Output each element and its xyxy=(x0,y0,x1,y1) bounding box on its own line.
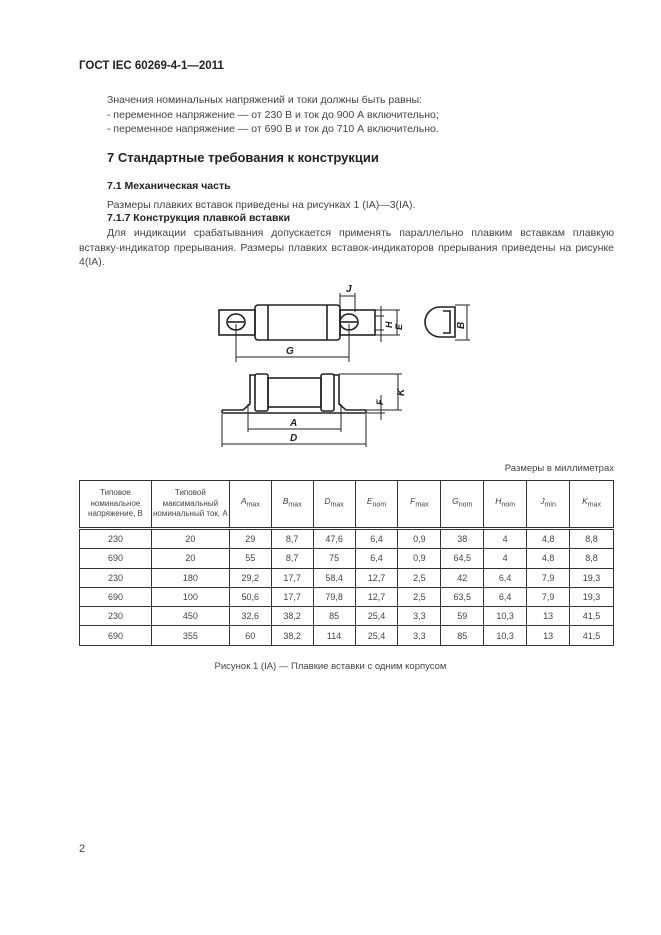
header-h-nom: $H_{nom}$ xyxy=(484,481,527,529)
header-e-nom: $E_{nom}$ xyxy=(355,481,398,529)
intro-paragraph xyxy=(107,93,439,137)
intro-line: Значения номинальных напряжений и токи должны быть равны: xyxy=(107,94,422,106)
subsection-title: 7.1 Механическая часть xyxy=(107,180,231,192)
subsection-text: Размеры плавких вставок приведены на рисунках 1 (IA)—3(IA). xyxy=(107,199,416,211)
page-number: 2 xyxy=(79,843,86,855)
table-cell: 2,5 xyxy=(398,568,441,587)
table-cell: 10,3 xyxy=(484,626,527,645)
table-cell: 4,8 xyxy=(527,529,570,549)
table-cell: 13 xyxy=(527,626,570,645)
table-cell: 230 xyxy=(80,568,152,587)
intro-line: - переменное напряжение — от 230 В и ток до 900 А включительно; xyxy=(107,108,439,121)
table-cell: 6,4 xyxy=(355,529,398,549)
table-row xyxy=(80,626,614,645)
table-cell: 2,5 xyxy=(398,587,441,606)
table-cell: 3,3 xyxy=(398,607,441,626)
table-cell: 6,4 xyxy=(484,587,527,606)
table-cell: 47,6 xyxy=(313,529,355,549)
table-cell: 19,3 xyxy=(570,587,614,606)
header-a-max: $A_{max}$ xyxy=(229,481,271,529)
dim-label-h: H xyxy=(384,321,394,328)
table-cell: 4 xyxy=(484,549,527,568)
dimensions-table xyxy=(79,480,614,646)
table-cell: 75 xyxy=(313,549,355,568)
table-cell: 100 xyxy=(151,587,229,606)
table-cell: 17,7 xyxy=(271,587,313,606)
table-cell: 3,3 xyxy=(398,626,441,645)
header-j-min: $J_{min}$ xyxy=(527,481,570,529)
table-cell: 12,7 xyxy=(355,568,398,587)
clause-title: 7.1.7 Конструкция плавкой вставки xyxy=(107,212,291,224)
table-cell: 690 xyxy=(80,587,152,606)
table-cell: 12,7 xyxy=(355,587,398,606)
header-f-max: $F_{max}$ xyxy=(398,481,441,529)
dim-label-e: E xyxy=(394,323,404,330)
dim-label-a: A xyxy=(290,418,298,429)
table-cell: 0,9 xyxy=(398,529,441,549)
table-cell: 85 xyxy=(313,607,355,626)
table-cell: 7,9 xyxy=(527,587,570,606)
table-cell: 60 xyxy=(229,626,271,645)
intro-line: - переменное напряжение — от 690 В и ток до 710 А включительно. xyxy=(107,123,439,135)
table-cell: 8,7 xyxy=(271,549,313,568)
table-cell: 20 xyxy=(151,549,229,568)
clause-text: Для индикации срабатывания допускается применять параллельно плавким вставкам плавкую вставку-индикатор прерывания. Размеры плавких вставок-индикаторов прерывания приведены на рисунке 4(IA). xyxy=(79,227,614,268)
table-cell: 690 xyxy=(80,549,152,568)
table-cell: 25,4 xyxy=(355,607,398,626)
table-row xyxy=(80,549,614,568)
dim-label-j: J xyxy=(346,284,352,295)
table-cell: 450 xyxy=(151,607,229,626)
table-cell: 114 xyxy=(313,626,355,645)
table-row xyxy=(80,568,614,587)
header-voltage: Типовое номинальное напряжение, В xyxy=(80,481,152,529)
table-cell: 7,9 xyxy=(527,568,570,587)
table-cell: 38,2 xyxy=(271,626,313,645)
table-cell: 10,3 xyxy=(484,607,527,626)
table-header-row xyxy=(80,481,614,529)
table-cell: 41,5 xyxy=(570,626,614,645)
figure-caption: Рисунок 1 (IA) — Плавкие вставки с одним корпусом xyxy=(214,661,447,672)
table-cell: 64,5 xyxy=(441,549,484,568)
table-cell: 4 xyxy=(484,529,527,549)
document-header: ГОСТ IEC 60269-4-1—2011 xyxy=(79,60,224,72)
table-cell: 38 xyxy=(441,529,484,549)
table-cell: 32,6 xyxy=(229,607,271,626)
table-cell: 230 xyxy=(80,607,152,626)
table-row xyxy=(80,529,614,549)
table-cell: 17,7 xyxy=(271,568,313,587)
header-current: Типовой максимальный номинальный ток, А xyxy=(151,481,229,529)
header-g-nom: $G_{nom}$ xyxy=(441,481,484,529)
dim-label-k: K xyxy=(396,388,407,396)
table-cell: 29 xyxy=(229,529,271,549)
table-cell: 4,8 xyxy=(527,549,570,568)
table-cell: 59 xyxy=(441,607,484,626)
table-cell: 55 xyxy=(229,549,271,568)
table-cell: 8,8 xyxy=(570,529,614,549)
table-cell: 42 xyxy=(441,568,484,587)
table-cell: 230 xyxy=(80,529,152,549)
table-cell: 63,5 xyxy=(441,587,484,606)
table-cell: 19,3 xyxy=(570,568,614,587)
table-cell: 25,4 xyxy=(355,626,398,645)
table-cell: 8,7 xyxy=(271,529,313,549)
dim-label-b: B xyxy=(456,321,467,329)
table-cell: 41,5 xyxy=(570,607,614,626)
table-cell: 8,8 xyxy=(570,549,614,568)
table-cell: 20 xyxy=(151,529,229,549)
table-cell: 58,4 xyxy=(313,568,355,587)
fuse-drawing xyxy=(200,280,490,455)
table-cell: 6,4 xyxy=(484,568,527,587)
table-cell: 180 xyxy=(151,568,229,587)
dim-label-f: F xyxy=(375,399,385,405)
table-cell: 690 xyxy=(80,626,152,645)
header-b-max: $B_{max}$ xyxy=(271,481,313,529)
dim-label-d: D xyxy=(290,433,298,444)
table-cell: 50,6 xyxy=(229,587,271,606)
units-note: Размеры в миллиметрах xyxy=(504,463,614,474)
table-cell: 355 xyxy=(151,626,229,645)
table-cell: 13 xyxy=(527,607,570,626)
table-row xyxy=(80,607,614,626)
table-cell: 85 xyxy=(441,626,484,645)
table-cell: 6,4 xyxy=(355,549,398,568)
table-cell: 29,2 xyxy=(229,568,271,587)
section-title: 7 Стандартные требования к конструкции xyxy=(107,150,379,165)
header-k-max: $K_{max}$ xyxy=(570,481,614,529)
dim-label-g: G xyxy=(286,346,294,357)
header-d-max: $D_{max}$ xyxy=(313,481,355,529)
table-row xyxy=(80,587,614,606)
table-cell: 0,9 xyxy=(398,549,441,568)
table-cell: 79,8 xyxy=(313,587,355,606)
table-cell: 38,2 xyxy=(271,607,313,626)
